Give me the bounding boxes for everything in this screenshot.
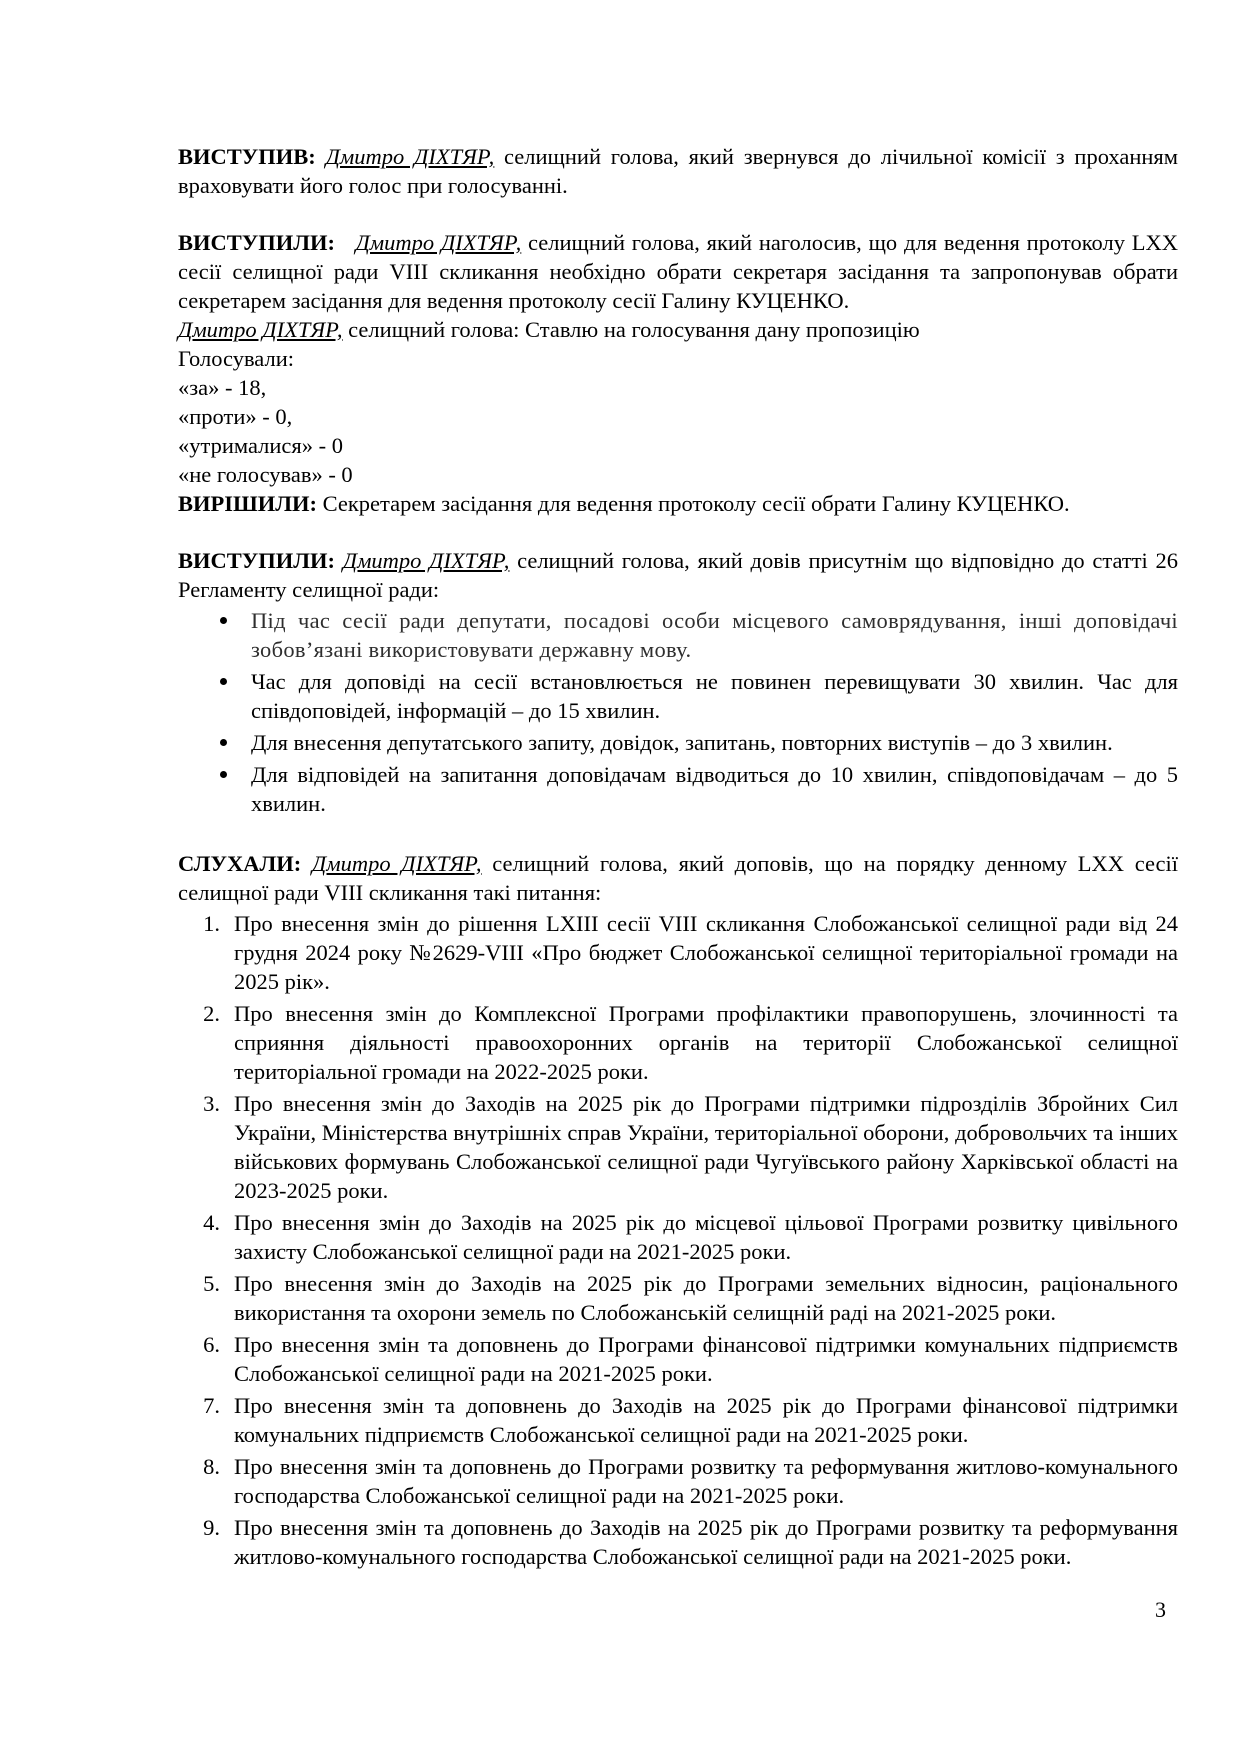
speaker-name: Дмитро ДІХТЯР,: [342, 548, 510, 573]
item-number: 4.: [203, 1210, 220, 1235]
speech-text: селищний голова: Ставлю на голосування дану пропозицію: [342, 317, 920, 342]
vote-against: «проти» - 0,: [178, 404, 293, 429]
rule-text: Під час сесії ради депутати, посадові особи місцевого самоврядування, інші доповідачі зобов’язані використовувати державну мову.: [251, 608, 1178, 662]
agenda-text: Про внесення змін та доповнень до Заходів на 2025 рік до Програми розвитку та реформування житлово-комунального господарства Слобожанської селищної ради на 2021-2025 роки.: [234, 1515, 1178, 1569]
list-item: [178, 909, 1178, 996]
item-number: 8.: [203, 1454, 220, 1479]
item-number: 7.: [203, 1393, 220, 1418]
item-number: 1.: [203, 911, 220, 936]
item-number: 6.: [203, 1332, 220, 1357]
list-item: [178, 667, 1178, 725]
list-item: [178, 999, 1178, 1086]
agenda-text: Про внесення змін до Заходів на 2025 рік до Програми підтримки підрозділів Збройних Сил України, Міністерства внутрішніх справ України, територіальної оборони, добровольчих та інших військових формувань Слобожанської селищної ради Чугуївського району Харківської області на 2023-2025 роки.: [234, 1091, 1178, 1203]
list-item: [178, 1391, 1178, 1449]
speaker-name: Дмитро ДІХТЯР,: [355, 230, 522, 255]
speech-paragraph-2b: [178, 315, 1178, 344]
speaker-name: Дмитро ДІХТЯР,: [325, 144, 495, 169]
speaker-name: Дмитро ДІХТЯР,: [178, 317, 343, 342]
section-label: ВИСТУПИВ:: [178, 144, 316, 169]
list-item: [178, 1452, 1178, 1510]
section-label: ВИСТУПИЛИ:: [178, 548, 336, 573]
item-number: 5.: [203, 1271, 220, 1296]
list-item: [178, 1330, 1178, 1388]
item-number: 9.: [203, 1515, 220, 1540]
speech-text: селищний голова, який звернувся до лічильної комісії з проханням враховувати його голос при голосуванні.: [178, 144, 1179, 198]
list-item: [178, 1089, 1178, 1205]
regulation-rules-list: [178, 606, 1178, 818]
speech-paragraph-2: [178, 228, 1178, 315]
decision-label: ВИРІШИЛИ:: [178, 491, 317, 516]
item-number: 3.: [203, 1091, 220, 1116]
list-item: [178, 1513, 1178, 1571]
vote-for: «за» - 18,: [178, 375, 267, 400]
list-item: [178, 1208, 1178, 1266]
vote-not-voted: «не голосував» - 0: [178, 462, 353, 487]
rule-text: Для внесення депутатського запиту, довідок, запитань, повторних виступів – до 3 хвилин.: [251, 730, 1113, 755]
speaker-name: Дмитро ДІХТЯР,: [311, 851, 482, 876]
list-item: [178, 606, 1178, 664]
list-item: [178, 760, 1178, 818]
section-label: ВИСТУПИЛИ:: [178, 230, 336, 255]
list-item: [178, 728, 1178, 757]
decision-text: Секретарем засідання для ведення протоколу сесії обрати Галину КУЦЕНКО.: [316, 491, 1070, 516]
agenda-text: Про внесення змін до Заходів на 2025 рік до Програми земельних відносин, раціонального використання та охорони земель по Слобожанській селищній раді на 2021-2025 роки.: [234, 1271, 1178, 1325]
speech-paragraph-4: [178, 849, 1178, 907]
agenda-list: [178, 909, 1178, 1571]
voting-label: Голосували:: [178, 346, 294, 371]
bullet-icon: [220, 739, 227, 746]
bullet-icon: [220, 771, 227, 778]
agenda-text: Про внесення змін та доповнень до Програми розвитку та реформування житлово-комунального господарства Слобожанської селищної ради на 2021-2025 роки.: [234, 1454, 1178, 1508]
section-label: СЛУХАЛИ:: [178, 851, 302, 876]
vote-abstain: «утрималися» - 0: [178, 433, 344, 458]
page-number: 3: [1155, 1597, 1166, 1622]
document-page: [178, 142, 1178, 1574]
rule-text: Час для доповіді на сесії встановлюється не повинен перевищувати 30 хвилин. Час для співдоповідей, інформацій – до 15 хвилин.: [251, 669, 1178, 723]
item-number: 2.: [203, 1001, 220, 1026]
agenda-text: Про внесення змін до Комплексної Програми профілактики правопорушень, злочинності та сприяння діяльності правоохоронних органів на території Слобожанської селищної територіальної громади на 2022-2025 роки.: [234, 1001, 1178, 1084]
bullet-icon: [220, 678, 227, 685]
speech-text: селищний голова, який доповів, що на порядку денному LXX сесії селищної ради VIII скликання такі питання:: [178, 851, 1179, 905]
speech-text: селищний голова, який наголосив, що для ведення протоколу LXX сесії селищної ради VIII скликання необхідно обрати секретаря засідання та запропонував обрати секретарем засідання для ведення протоколу сесії Галину КУЦЕНКО.: [178, 230, 1178, 313]
agenda-text: Про внесення змін до рішення LXIII сесії VIII скликання Слобожанської селищної ради від 24 грудня 2024 року №2629-VIII «Про бюджет Слобожанської селищної територіальної громади на 2025 рік».: [234, 911, 1178, 994]
speech-text: селищний голова, який довів присутнім що відповідно до статті 26 Регламенту селищної ради:: [178, 548, 1178, 602]
agenda-text: Про внесення змін та доповнень до Заходів на 2025 рік до Програми фінансової підтримки комунальних підприємств Слобожанської селищної ради на 2021-2025 роки.: [234, 1393, 1178, 1447]
decision-paragraph: [178, 489, 1178, 518]
agenda-text: Про внесення змін та доповнень до Програми фінансової підтримки комунальних підприємств Слобожанської селищної ради на 2021-2025 роки.: [234, 1332, 1178, 1386]
list-item: [178, 1269, 1178, 1327]
speech-paragraph-1: [178, 142, 1178, 200]
agenda-text: Про внесення змін до Заходів на 2025 рік до місцевої цільової Програми розвитку цивільного захисту Слобожанської селищної ради на 2021-2025 роки.: [234, 1210, 1178, 1264]
bullet-icon: [220, 617, 227, 624]
speech-paragraph-3: [178, 546, 1178, 604]
rule-text: Для відповідей на запитання доповідачам відводиться до 10 хвилин, співдоповідачам – до 5 хвилин.: [251, 762, 1178, 816]
